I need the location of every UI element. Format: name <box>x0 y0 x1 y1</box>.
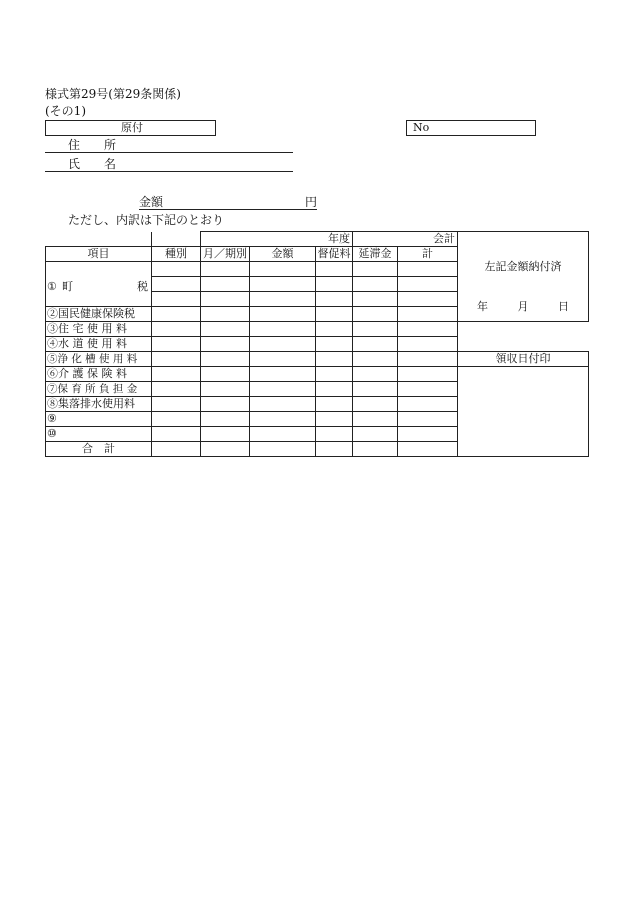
original-box <box>45 120 216 136</box>
delinquency-header: 延滞金 <box>353 247 398 262</box>
total-cell <box>398 307 458 322</box>
form-subtitle: (その1) <box>45 104 86 118</box>
paid-date <box>460 300 586 314</box>
row-number: ⑦ <box>47 383 58 395</box>
name-line <box>45 171 293 172</box>
type-cell <box>152 412 201 427</box>
amount-cell <box>250 427 316 442</box>
reminder-fee-cell <box>316 382 353 397</box>
amount-line <box>139 209 317 210</box>
item-cell-town-tax <box>46 262 152 307</box>
row-number: ⑨ <box>47 412 57 425</box>
delinquency-cell <box>353 427 398 442</box>
type-cell <box>152 427 201 442</box>
amount-cell <box>250 322 316 337</box>
item-cell <box>46 427 152 442</box>
row-label: 保 育 所 負 担 金 <box>57 383 138 395</box>
type-cell <box>152 322 201 337</box>
amount-cell <box>250 397 316 412</box>
amount-cell <box>250 382 316 397</box>
delinquency-cell <box>353 442 398 457</box>
total-cell <box>398 337 458 352</box>
total-cell <box>398 382 458 397</box>
row-number: ⑧ <box>47 397 58 410</box>
reminder-fee-cell <box>316 307 353 322</box>
period-cell <box>201 442 250 457</box>
type-cell <box>152 442 201 457</box>
period-cell <box>201 427 250 442</box>
type-header: 種別 <box>152 247 201 262</box>
amount-cell <box>250 442 316 457</box>
row-label: 介 護 保 険 料 <box>58 367 127 380</box>
delinquency-cell <box>353 337 398 352</box>
row-label: 国民健康保険税 <box>58 307 135 320</box>
reminder-fee-cell <box>316 367 353 382</box>
period-cell <box>201 292 250 307</box>
total-cell <box>398 262 458 277</box>
total-header: 計 <box>398 247 458 262</box>
type-cell <box>152 307 201 322</box>
receipt-paid-cell <box>458 232 589 322</box>
seal-area <box>458 367 589 457</box>
yen-label: 円 <box>305 195 318 209</box>
reminder-fee-cell <box>316 412 353 427</box>
row-number: ⑤ <box>47 353 58 365</box>
amount-cell <box>250 412 316 427</box>
header-row-1 <box>46 232 589 247</box>
item-cell <box>46 322 152 337</box>
year-header: 年度 <box>201 232 353 247</box>
item-header: 項目 <box>46 247 152 262</box>
form-title: 様式第29号(第29条関係) <box>45 87 181 101</box>
reminder-fee-header: 督促料 <box>317 247 351 260</box>
amount-cell <box>250 277 316 292</box>
delinquency-cell <box>353 307 398 322</box>
reminder-fee-cell <box>316 277 353 292</box>
item-cell <box>46 337 152 352</box>
amount-header: 金額 <box>250 247 316 262</box>
total-cell <box>398 322 458 337</box>
total-cell <box>398 352 458 367</box>
name-label: 氏 名 <box>68 157 117 171</box>
grand-total-label: 合 計 <box>46 442 152 457</box>
period-cell <box>201 307 250 322</box>
type-cell <box>152 277 201 292</box>
row-label: 浄 化 槽 使 用 料 <box>57 353 138 365</box>
type-cell <box>152 262 201 277</box>
period-cell <box>201 397 250 412</box>
row-label: 水 道 使 用 料 <box>58 337 127 350</box>
type-cell <box>152 292 201 307</box>
total-cell <box>398 427 458 442</box>
item-cell <box>46 307 152 322</box>
amount-cell <box>250 337 316 352</box>
reminder-fee-cell <box>316 322 353 337</box>
period-cell <box>201 412 250 427</box>
reminder-fee-cell <box>316 352 353 367</box>
date-month: 月 <box>517 299 529 313</box>
period-header: 月／期別 <box>201 247 250 262</box>
period-cell <box>201 367 250 382</box>
delinquency-cell <box>353 382 398 397</box>
amount-cell <box>250 262 316 277</box>
amount-cell <box>250 352 316 367</box>
total-cell <box>398 292 458 307</box>
table-row <box>46 337 589 352</box>
row-label: 住 宅 使 用 料 <box>58 322 127 335</box>
address-label: 住 所 <box>68 138 117 152</box>
reminder-fee-cell <box>316 427 353 442</box>
address-line <box>45 152 293 153</box>
total-cell <box>398 397 458 412</box>
amount-label: 金額 <box>139 195 164 209</box>
table-row <box>46 367 589 382</box>
period-cell <box>201 337 250 352</box>
date-year: 年 <box>477 299 488 313</box>
row-label: 集落排水使用料 <box>58 397 135 410</box>
reminder-fee-cell <box>316 337 353 352</box>
delinquency-cell <box>353 397 398 412</box>
original-label: 原付 <box>121 121 143 134</box>
row-suffix: 税 <box>137 280 148 293</box>
row-label: 町 <box>62 280 73 293</box>
period-cell <box>201 352 250 367</box>
breakdown-table <box>45 231 589 457</box>
breakdown-note: ただし、内訳は下記のとおり <box>68 213 225 227</box>
table-row <box>46 352 589 367</box>
date-day: 日 <box>558 299 569 313</box>
reminder-fee-cell <box>316 262 353 277</box>
row-number: ⑩ <box>47 427 57 440</box>
type-cell <box>152 382 201 397</box>
period-cell <box>201 322 250 337</box>
reminder-fee-cell <box>316 292 353 307</box>
type-cell <box>152 337 201 352</box>
delinquency-cell <box>353 412 398 427</box>
row-number: ③ <box>47 322 58 335</box>
delinquency-cell <box>353 277 398 292</box>
period-cell <box>201 262 250 277</box>
reminder-fee-cell <box>316 397 353 412</box>
blank-cell <box>152 232 201 247</box>
amount-cell <box>250 307 316 322</box>
total-cell <box>398 367 458 382</box>
period-cell <box>201 382 250 397</box>
paid-text: 左記金額納付済 <box>484 259 562 273</box>
amount-cell <box>250 292 316 307</box>
item-cell <box>46 367 152 382</box>
row-number: ② <box>47 307 58 320</box>
item-cell <box>46 412 152 427</box>
amount-cell <box>250 367 316 382</box>
row-number: ① <box>47 280 57 293</box>
item-cell <box>46 352 152 367</box>
total-cell <box>398 442 458 457</box>
table-row <box>46 322 589 337</box>
total-cell <box>398 277 458 292</box>
row-number: ④ <box>47 337 58 350</box>
number-label: No <box>413 121 430 134</box>
type-cell <box>152 352 201 367</box>
total-cell <box>398 412 458 427</box>
item-cell <box>46 397 152 412</box>
delinquency-cell <box>353 262 398 277</box>
delinquency-cell <box>353 352 398 367</box>
blank-cell <box>46 232 152 247</box>
type-cell <box>152 397 201 412</box>
delinquency-cell <box>353 367 398 382</box>
period-cell <box>201 277 250 292</box>
delinquency-cell <box>353 322 398 337</box>
item-cell <box>46 382 152 397</box>
row-number: ⑥ <box>47 367 58 380</box>
delinquency-cell <box>353 292 398 307</box>
reminder-fee-cell <box>316 442 353 457</box>
account-header: 会計 <box>353 232 458 247</box>
number-box <box>406 120 536 136</box>
type-cell <box>152 367 201 382</box>
seal-label: 領収日付印 <box>458 352 589 367</box>
